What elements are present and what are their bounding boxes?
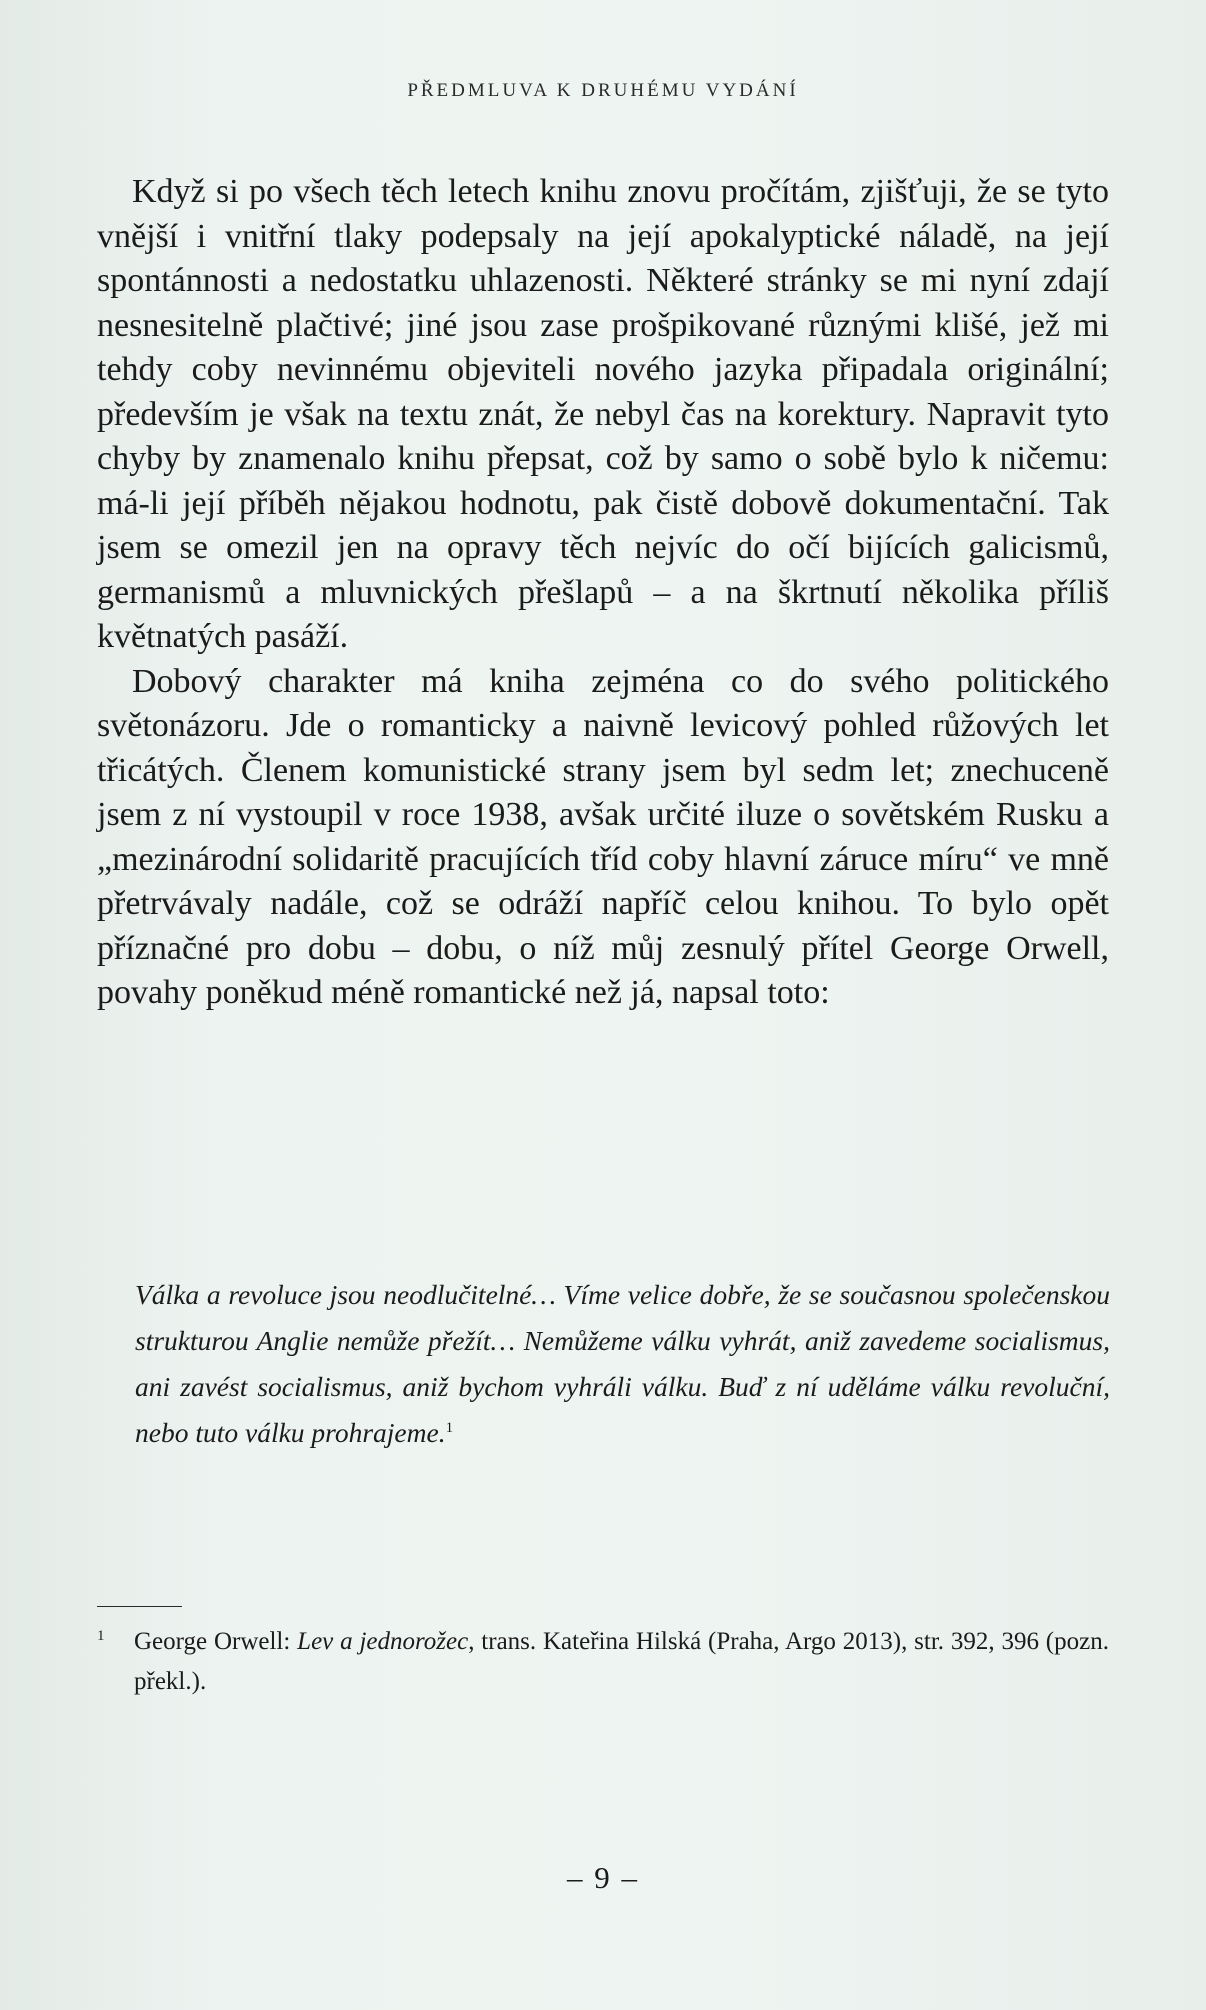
paragraph: Dobový charakter má kniha zejména co do svého politického světonázoru. Jde o romanticky a naivně levicový pohled růžových let třicátých. Členem komunistické strany jsem byl sedm let; znechuceně jsem z ní vystoupil v roce 1938, avšak určité iluze o sovětském Rusku a „mezinárodní solidaritě pracujících tříd coby hlavní záruce míru“ ve mně přetrvávaly nadále, což se odráží napříč celou knihou. To bylo opět příznačné pro dobu – dobu, o níž můj zesnulý přítel George Orwell, povahy poněkud méně romantické než já, napsal toto:: [97, 662, 1109, 1011]
footnote-author: George Orwell:: [134, 1628, 298, 1655]
footnote-separator: [97, 1606, 182, 1607]
footnote-reference[interactable]: 1: [445, 1419, 454, 1436]
paragraph: Když si po všech těch letech knihu znovu pročítám, zjišťuji, že se tyto vnější i vnitřní tlaky podepsaly na její apokalyptické náladě, na její spontánnosti a nedostatku uhlazenosti. Některé stránky se mi nyní zdají nesnesitelně plačtivé; jiné jsou zase prošpikované různými klišé, jež mi tehdy coby nevinnému objeviteli nového jazyka připadala originální; především je však na textu znát, že nebyl čas na korektury. Napravit tyto chyby by znamenalo knihu přepsat, což by samo o sobě bylo k ničemu: má-li její příběh nějakou hodnotu, pak čistě dobově dokumentační. Tak jsem se omezil jen na opravy těch nejvíc do očí bijících galicismů, germanismů a mluvnických přešlapů – a na škrtnutí několika příliš květnatých pasáží.: [97, 173, 1109, 655]
footnote-title: Lev a jednorožec: [297, 1628, 469, 1655]
page-number: – 9 –: [567, 1860, 639, 1895]
footnote-details: , trans. Kateřina Hilská (Praha, Argo 2013), str. 392, 396 (pozn. překl.).: [134, 1628, 1109, 1695]
block-quote: [135, 1272, 1110, 1456]
footnote: 1 George Orwell: Lev a jednorožec, trans. Kateřina Hilská (Praha, Argo 2013), str. 392, 396 (pozn. překl.).: [97, 1627, 1109, 1695]
body-text: [97, 170, 1109, 1016]
quote-text: Válka a revoluce jsou neodlučitelné… Víme velice dobře, že se současnou společenskou strukturou Anglie nemůže přežít… Nemůžeme válku vyhrát, aniž zavedeme socialismus, ani zavést socialismus, aniž bychom vyhráli válku. Buď z ní uděláme válku revoluční, nebo tuto válku prohrajeme.: [135, 1279, 1110, 1448]
running-head: PŘEDMLUVA K DRUHÉMU VYDÁNÍ: [407, 80, 799, 101]
